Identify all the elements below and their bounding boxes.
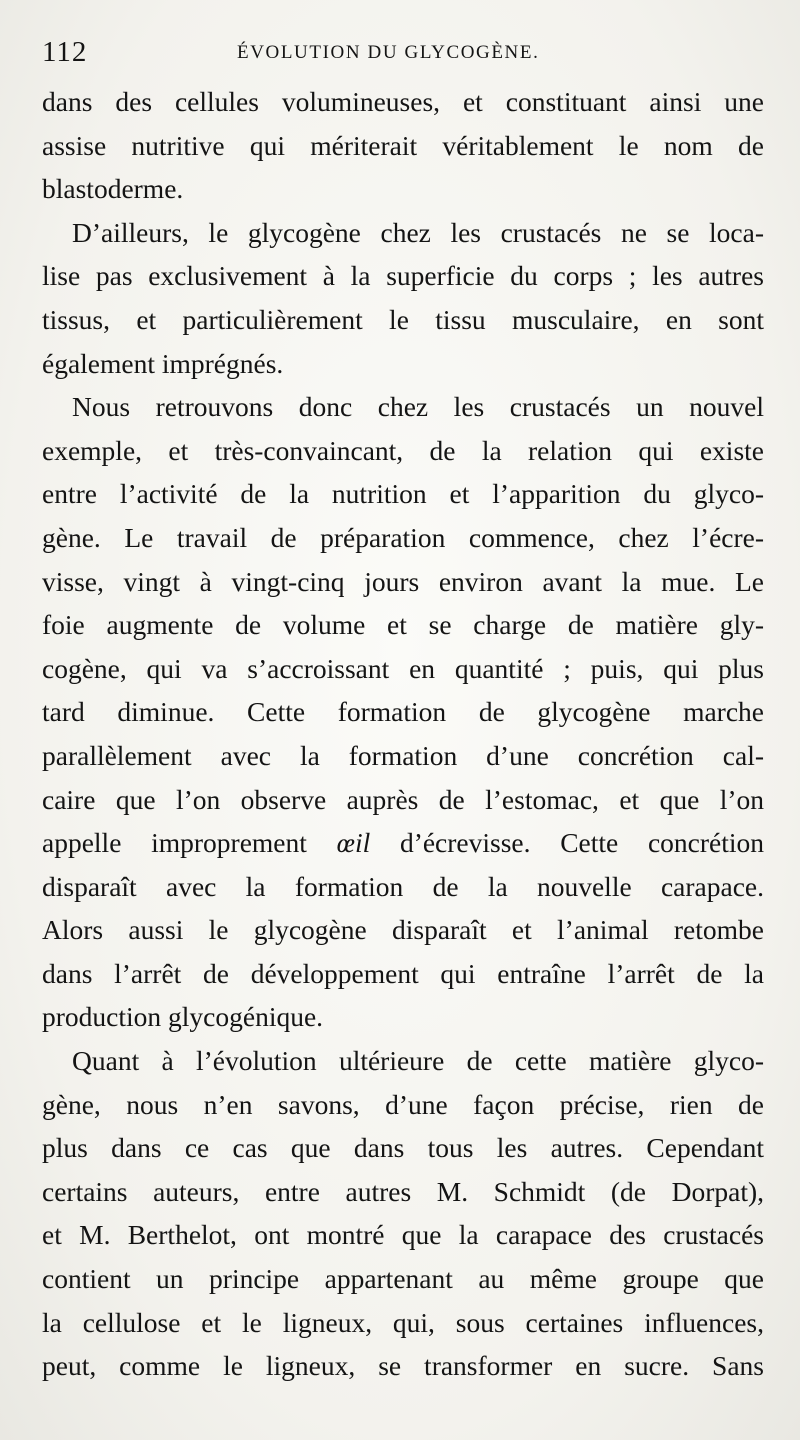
text-line: visse, vingt à vingt-cinq jours environ avant la mue. Le (42, 565, 764, 597)
text-line: dans des cellules volumineuses, et constituant ainsi une (42, 86, 764, 117)
text-line: lise pas exclusivement à la superficie du corps ; les autres (42, 260, 764, 292)
text-line: blastoderme. (42, 173, 184, 205)
text-line: plus dans ce cas que dans tous les autres. Cependant (42, 1132, 764, 1164)
text-line: gène, nous n’en savons, d’une façon précise, rien de (42, 1088, 764, 1120)
text-line: tard diminue. Cette formation de glycogène marche (42, 696, 764, 728)
text-line: Alors aussi le glycogène disparaît et l’animal retombe (42, 914, 764, 946)
text-line: foie augmente de volume et se charge de matière gly- (42, 609, 764, 641)
text-line: tissus, et particulièrement le tissu musculaire, en sont (42, 303, 764, 335)
page-number: 112 (42, 36, 88, 68)
text-fragment: d’écrevisse. Cette concrétion (370, 827, 764, 859)
text-line: parallèlement avec la formation d’une concrétion cal- (42, 739, 764, 771)
text-line: entre l’activité de la nutrition et l’apparition du glyco- (42, 478, 764, 510)
text-line: assise nutritive qui mériterait véritablement le nom de (42, 129, 764, 161)
text-line: certains auteurs, entre autres M. Schmidt (de Dorpat), (42, 1175, 764, 1207)
italic-term: œil (336, 827, 371, 859)
text-line: Quant à l’évolution ultérieure de cette matière glyco- (72, 1045, 764, 1077)
text-line: également imprégnés. (42, 347, 284, 379)
text-line-italic-phrase (42, 821, 764, 865)
text-line: disparaît avec la formation de la nouvelle carapace. (42, 870, 764, 902)
text-line: D’ailleurs, le glycogène chez les crustacés ne se loca- (72, 216, 764, 248)
text-line: Nous retrouvons donc chez les crustacés un nouvel (72, 391, 764, 423)
text-line: contient un principe appartenant au même groupe que (42, 1263, 764, 1295)
text-line: production glycogénique. (42, 1001, 324, 1033)
text-line: gène. Le travail de préparation commence, chez l’écre- (42, 521, 764, 553)
text-fragment: appelle improprement (42, 827, 337, 859)
body-text (42, 80, 764, 1388)
text-line: dans l’arrêt de développement qui entraîne l’arrêt de la (42, 957, 764, 989)
text-line: exemple, et très-convaincant, de la relation qui existe (42, 434, 764, 466)
text-line: peut, comme le ligneux, se transformer en sucre. Sans (42, 1350, 764, 1382)
running-head: ÉVOLUTION DU GLYCOGÈNE. (237, 42, 540, 63)
text-line: la cellulose et le ligneux, qui, sous certaines influences, (42, 1306, 764, 1338)
text-line: caire que l’on observe auprès de l’estomac, et que l’on (42, 783, 764, 815)
page-header (42, 34, 764, 74)
text-line: cogène, qui va s’accroissant en quantité ; puis, qui plus (42, 652, 764, 684)
text-line: et M. Berthelot, ont montré que la carapace des crustacés (42, 1219, 764, 1251)
